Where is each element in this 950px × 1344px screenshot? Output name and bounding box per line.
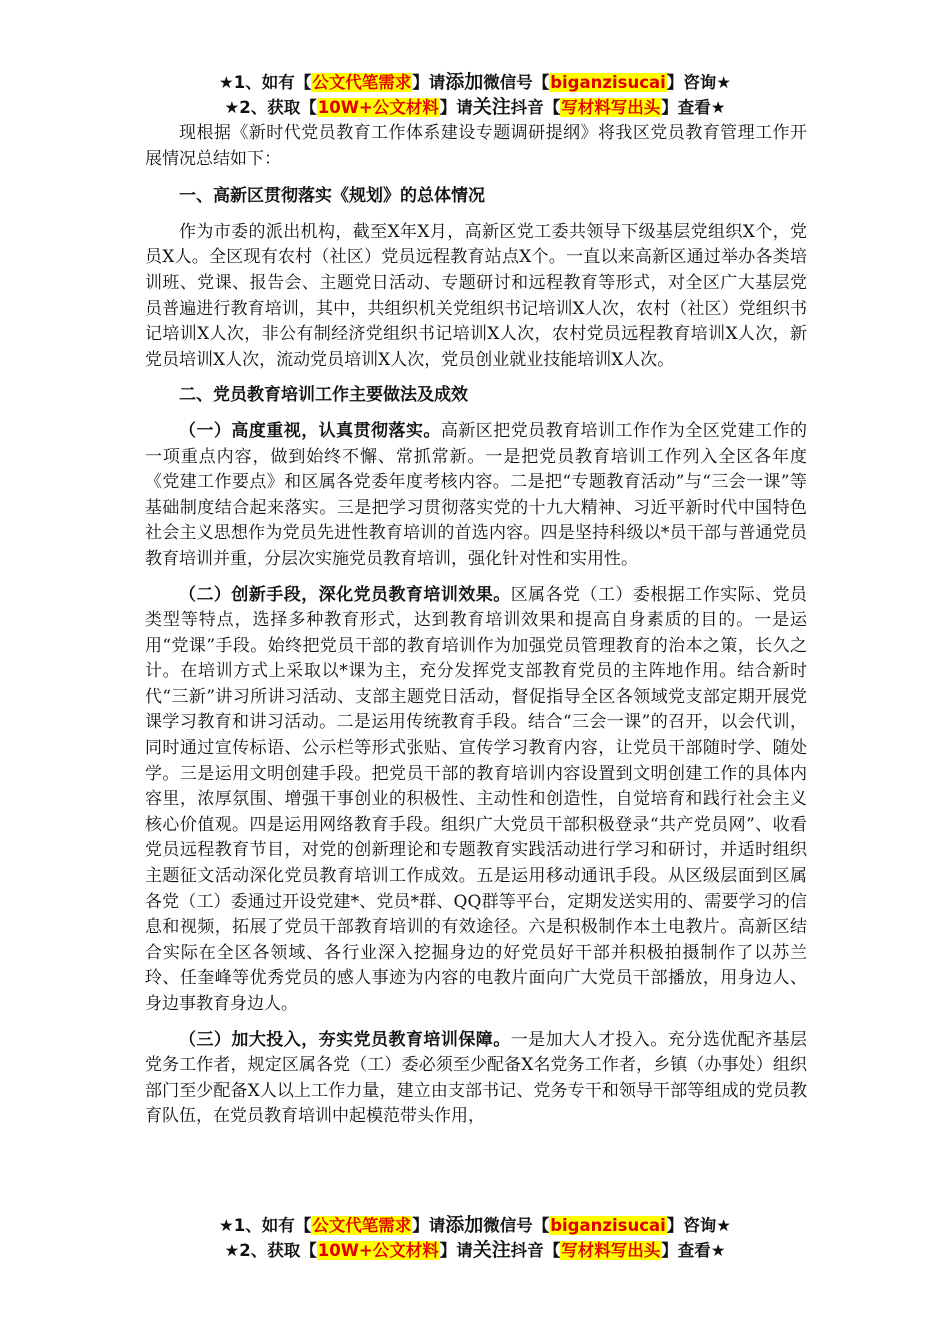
promo-text: ★2、获取【 <box>224 98 317 117</box>
subsection-3-lead: （三）加大投入，夯实党员教育培训保障。 <box>179 1029 511 1050</box>
promo-text: 】查看★ <box>661 1241 726 1260</box>
promo-highlight: 写材料写出头 <box>561 1241 661 1260</box>
promo-emphasis: 关注 <box>472 96 511 118</box>
promo-line-2 <box>0 95 950 120</box>
promo-highlight: 10W+公文材料 <box>317 98 439 117</box>
promo-text: 】请 <box>439 98 473 117</box>
promo-text: 】请 <box>439 1241 473 1260</box>
promo-banner-top <box>0 70 950 120</box>
subsection-2-paragraph <box>145 583 807 1018</box>
promo-text: ★2、获取【 <box>224 1241 317 1260</box>
section-heading-2: 二、党员教育培训工作主要做法及成效 <box>179 385 468 406</box>
promo-text: 微信号【 <box>483 73 550 92</box>
promo-text: 抖音【 <box>510 1241 561 1260</box>
subsection-3-paragraph <box>145 1028 807 1130</box>
promo-emphasis: 添加 <box>445 1214 484 1236</box>
promo-highlight: 10W+公文材料 <box>317 1241 439 1260</box>
promo-line-2 <box>0 1238 950 1263</box>
promo-text: 抖音【 <box>510 98 561 117</box>
intro-paragraph: 现根据《新时代党员教育工作体系建设专题调研提纲》将我区党员教育管理工作开展情况总结如下： <box>145 123 807 169</box>
promo-highlight: 公文代笔需求 <box>312 1216 412 1235</box>
promo-highlight: 公文代笔需求 <box>312 73 412 92</box>
subsection-3-body: 一是加大人才投入。充分选优配齐基层党务工作者，规定区属各党（工）委必须至少配备X名党务工作者，乡镇（办事处）组织部门至少配备X人以上工作力量，建立由支部书记、党务专干和领导干部等组成的党员教育队伍，在党员教育培训中起模范带头作用， <box>145 1029 808 1127</box>
promo-emphasis: 关注 <box>472 1239 511 1261</box>
promo-emphasis: 添加 <box>445 71 484 93</box>
promo-banner-bottom <box>0 1213 950 1263</box>
promo-text: ★1、如有【 <box>218 73 312 92</box>
promo-text: 】查看★ <box>661 98 726 117</box>
promo-text: 】请 <box>412 1216 446 1235</box>
subsection-2-body: 区属各党（工）委根据工作实际、党员类型等特点，选择多种教育形式，达到教育培训效果和提高自身素质的目的。一是运用“党课”手段。始终把党员干部的教育培训作为加强党员管理教育的治本之策，长久之计。在培训方式上采取以*课为主，充分发挥党支部教育党员的主阵地作用。结合新时代“三新”讲习所讲习活动、支部主题党日活动，督促指导全区各领域党支部定期开展党课学习教育和讲习活动。二是运用传统教育手段。结合“三会一课”的召开，以会代训，同时通过宣传标语、公示栏等形式张贴、宣传学习教育内容，让党员干部随时学、随处学。三是运用文明创建手段。把党员干部的教育培训内容设置到文明创建工作的具体内容里，浓厚氛围、增强干事创业的积极性、主动性和创造性，自觉培育和践行社会主义核心价值观。四是运用网络教育手段。组织广大党员干部积极登录“共产党员网”、收看党员远程教育节目，对党的创新理论和专题教育实践活动进行学习和研讨，并适时组织主题征文活动深化党员教育培训工作成效。五是运用移动通讯手段。从区级层面到区属各党（工）委通过开设党建*、党员*群、QQ群等平台，定期发送实用的、需要学习的信息和视频，拓展了党员干部教育培训的有效途径。六是积极制作本土电教片。高新区结合实际在全区各领域、各行业深入挖掘身边的好党员好干部并积极拍摄制作了以苏兰玲、任奎峰等优秀党员的感人事迹为内容的电教片面向广大党员干部播放，用身边人、身边事教育身边人。 <box>145 584 808 1014</box>
promo-highlight: biganzisucai <box>550 1216 666 1235</box>
promo-highlight: biganzisucai <box>550 73 666 92</box>
subsection-1-lead: （一）高度重视，认真贯彻落实。 <box>179 420 441 441</box>
promo-text: 】请 <box>412 73 446 92</box>
section-heading-1: 一、高新区贯彻落实《规划》的总体情况 <box>179 186 485 207</box>
promo-highlight: 写材料写出头 <box>561 98 661 117</box>
document-body <box>145 121 807 1140</box>
promo-text: 】咨询★ <box>666 73 732 92</box>
promo-text: ★1、如有【 <box>218 1216 312 1235</box>
subsection-1-body: 高新区把党员教育培训工作作为全区党建工作的一项重点内容，做到始终不懈、常抓常新。一是把党员教育培训工作列入全区各年度《党建工作要点》和区属各党委年度考核内容。二是把“专题教育活动”与“三会一课”等基础制度结合起来落实。三是把学习贯彻落实党的十九大精神、习近平新时代中国特色社会主义思想作为党员先进性教育培训的首选内容。四是坚持科级以*员干部与普通党员教育培训并重，分层次实施党员教育培训，强化针对性和实用性。 <box>145 420 808 569</box>
promo-line-1 <box>0 1213 950 1238</box>
promo-text: 微信号【 <box>483 1216 550 1235</box>
promo-line-1 <box>0 70 950 95</box>
promo-text: 】咨询★ <box>666 1216 732 1235</box>
subsection-1-paragraph <box>145 419 807 573</box>
overview-paragraph: 作为市委的派出机构，截至X年X月，高新区党工委共领导下级基层党组织X个，党员X人。全区现有农村（社区）党员远程教育站点X个。一直以来高新区通过举办各类培训班、党课、报告会、主题党日活动、专题研讨和远程教育等形式，对全区广大基层党员普遍进行教育培训，其中，共组织机关党组织书记培训X人次，农村（社区）党组织书记培训X人次，非公有制经济党组织书记培训X人次，农村党员远程教育培训X人次，新党员培训X人次，流动党员培训X人次，党员创业就业技能培训X人次。 <box>145 221 807 370</box>
subsection-2-lead: （二）创新手段，深化党员教育培训效果。 <box>179 584 511 605</box>
